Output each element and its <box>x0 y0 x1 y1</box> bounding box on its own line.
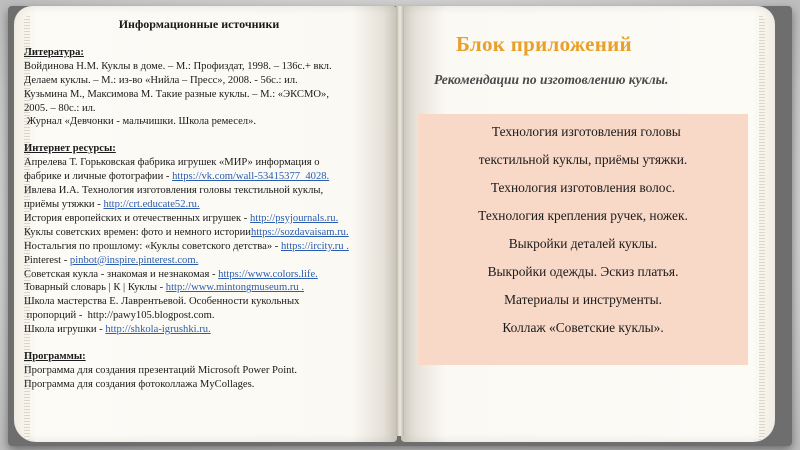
program-item: Программа для создания фотоколлажа MyCollages. <box>24 378 255 390</box>
internet-item <box>24 268 374 282</box>
literature-item: Войдинова Н.М. Куклы в доме. – М.: Профиздат, 1998. – 136с.+ вкл. <box>24 60 332 72</box>
literature-item: Делаем куклы. – М.: из-во «Нийла – Пресс», 2008. - 56с.: ил. <box>24 74 298 86</box>
resource-text: Школа мастерства Е. Лаврентьевой. Особенности кукольных <box>24 296 300 308</box>
resource-text: Ивлева И.А. Технология изготовления головы текстильной куклы, <box>24 185 324 197</box>
recommendations-box <box>418 114 748 365</box>
internet-item <box>24 156 374 170</box>
internet-item <box>24 309 374 323</box>
literature-item: Кузьмина М., Максимова М. Такие разные куклы. – М.: «ЭКСМО», <box>24 88 329 100</box>
resource-text: Советская кукла - знакомая и незнакомая - <box>24 268 219 280</box>
right-page-edges <box>759 16 765 440</box>
internet-item <box>24 281 374 295</box>
internet-heading: Интернет ресурсы: <box>24 143 116 155</box>
recommendation-item: Технология крепления ручек, ножек. <box>478 208 688 223</box>
internet-item <box>24 254 374 268</box>
resource-text: фабрике и личные фотографии - <box>24 171 173 183</box>
resource-link[interactable]: http://www.mintongmuseum.ru . <box>165 282 304 294</box>
literature-item: 2005. – 80с.: ил. <box>24 102 96 114</box>
resource-link[interactable]: http://crt.educate52.ru. <box>103 198 200 210</box>
program-item: Программа для создания презентаций Microsoft Power Point. <box>24 364 298 376</box>
sources-title: Информационные источники <box>118 17 280 31</box>
resource-link[interactable]: https://sozdavaisam.ru. <box>250 226 349 238</box>
recommendation-item: текстильной куклы, приёмы утяжки. <box>478 152 688 167</box>
resource-text: Pinterest - <box>24 254 70 266</box>
resource-link[interactable]: http://shkola-igrushki.ru. <box>105 324 211 336</box>
programs-heading: Программы: <box>24 351 86 363</box>
internet-section <box>24 142 374 337</box>
internet-item <box>24 212 374 226</box>
recommendation-item: Выкройки одежды. Эскиз платья. <box>487 264 679 279</box>
recommendation-item: Материалы и инструменты. <box>504 292 662 307</box>
book-spine <box>396 6 404 436</box>
resource-link[interactable]: pinbot@inspire.pinterest.com. <box>69 254 199 266</box>
resource-link[interactable]: https://vk.com/wall-53415377_4028. <box>172 171 330 183</box>
internet-item <box>24 170 374 184</box>
resource-text: Апрелева Т. Горьковская фабрика игрушек «МИР» информация о <box>24 157 320 169</box>
resource-link[interactable]: https://www.colors.life. <box>218 268 318 280</box>
internet-item <box>24 240 374 254</box>
resource-text: пропорций - http://pawy105.blogpost.com. <box>24 310 215 322</box>
recommendation-item: Технология изготовления головы <box>485 124 681 139</box>
literature-section <box>24 46 374 129</box>
internet-item <box>24 295 374 309</box>
programs-section <box>24 350 374 392</box>
resource-link[interactable]: http://psyjournals.ru. <box>249 212 339 224</box>
resource-text: Куклы советских времен: фото и немного истории <box>24 226 251 238</box>
appendix-title: Блок приложений <box>456 32 632 56</box>
resource-text: Товарный словарь | К | Куклы - <box>24 282 166 294</box>
recommendation-item: Выкройки деталей куклы. <box>508 236 658 251</box>
sources-content <box>24 18 374 405</box>
literature-item: Журнал «Девчонки - мальчишки. Школа ремесел». <box>24 116 257 128</box>
internet-item <box>24 198 374 212</box>
resource-link[interactable]: https://ircity.ru . <box>280 240 349 252</box>
appendix-subtitle: Рекомендации по изготовлению куклы. <box>434 72 669 87</box>
resource-text: Школа игрушки - <box>24 324 106 336</box>
internet-item <box>24 184 374 198</box>
resource-text: Ностальгия по прошлому: «Куклы советского детства» - <box>24 240 281 252</box>
internet-item <box>24 226 374 240</box>
literature-heading: Литература: <box>24 46 84 58</box>
internet-item <box>24 323 374 337</box>
resource-text: приёмы утяжки - <box>24 198 104 210</box>
recommendation-item: Коллаж «Советские куклы». <box>502 320 664 335</box>
recommendation-item: Технология изготовления волос. <box>490 180 676 195</box>
resource-text: История европейских и отечественных игрушек - <box>24 212 250 224</box>
